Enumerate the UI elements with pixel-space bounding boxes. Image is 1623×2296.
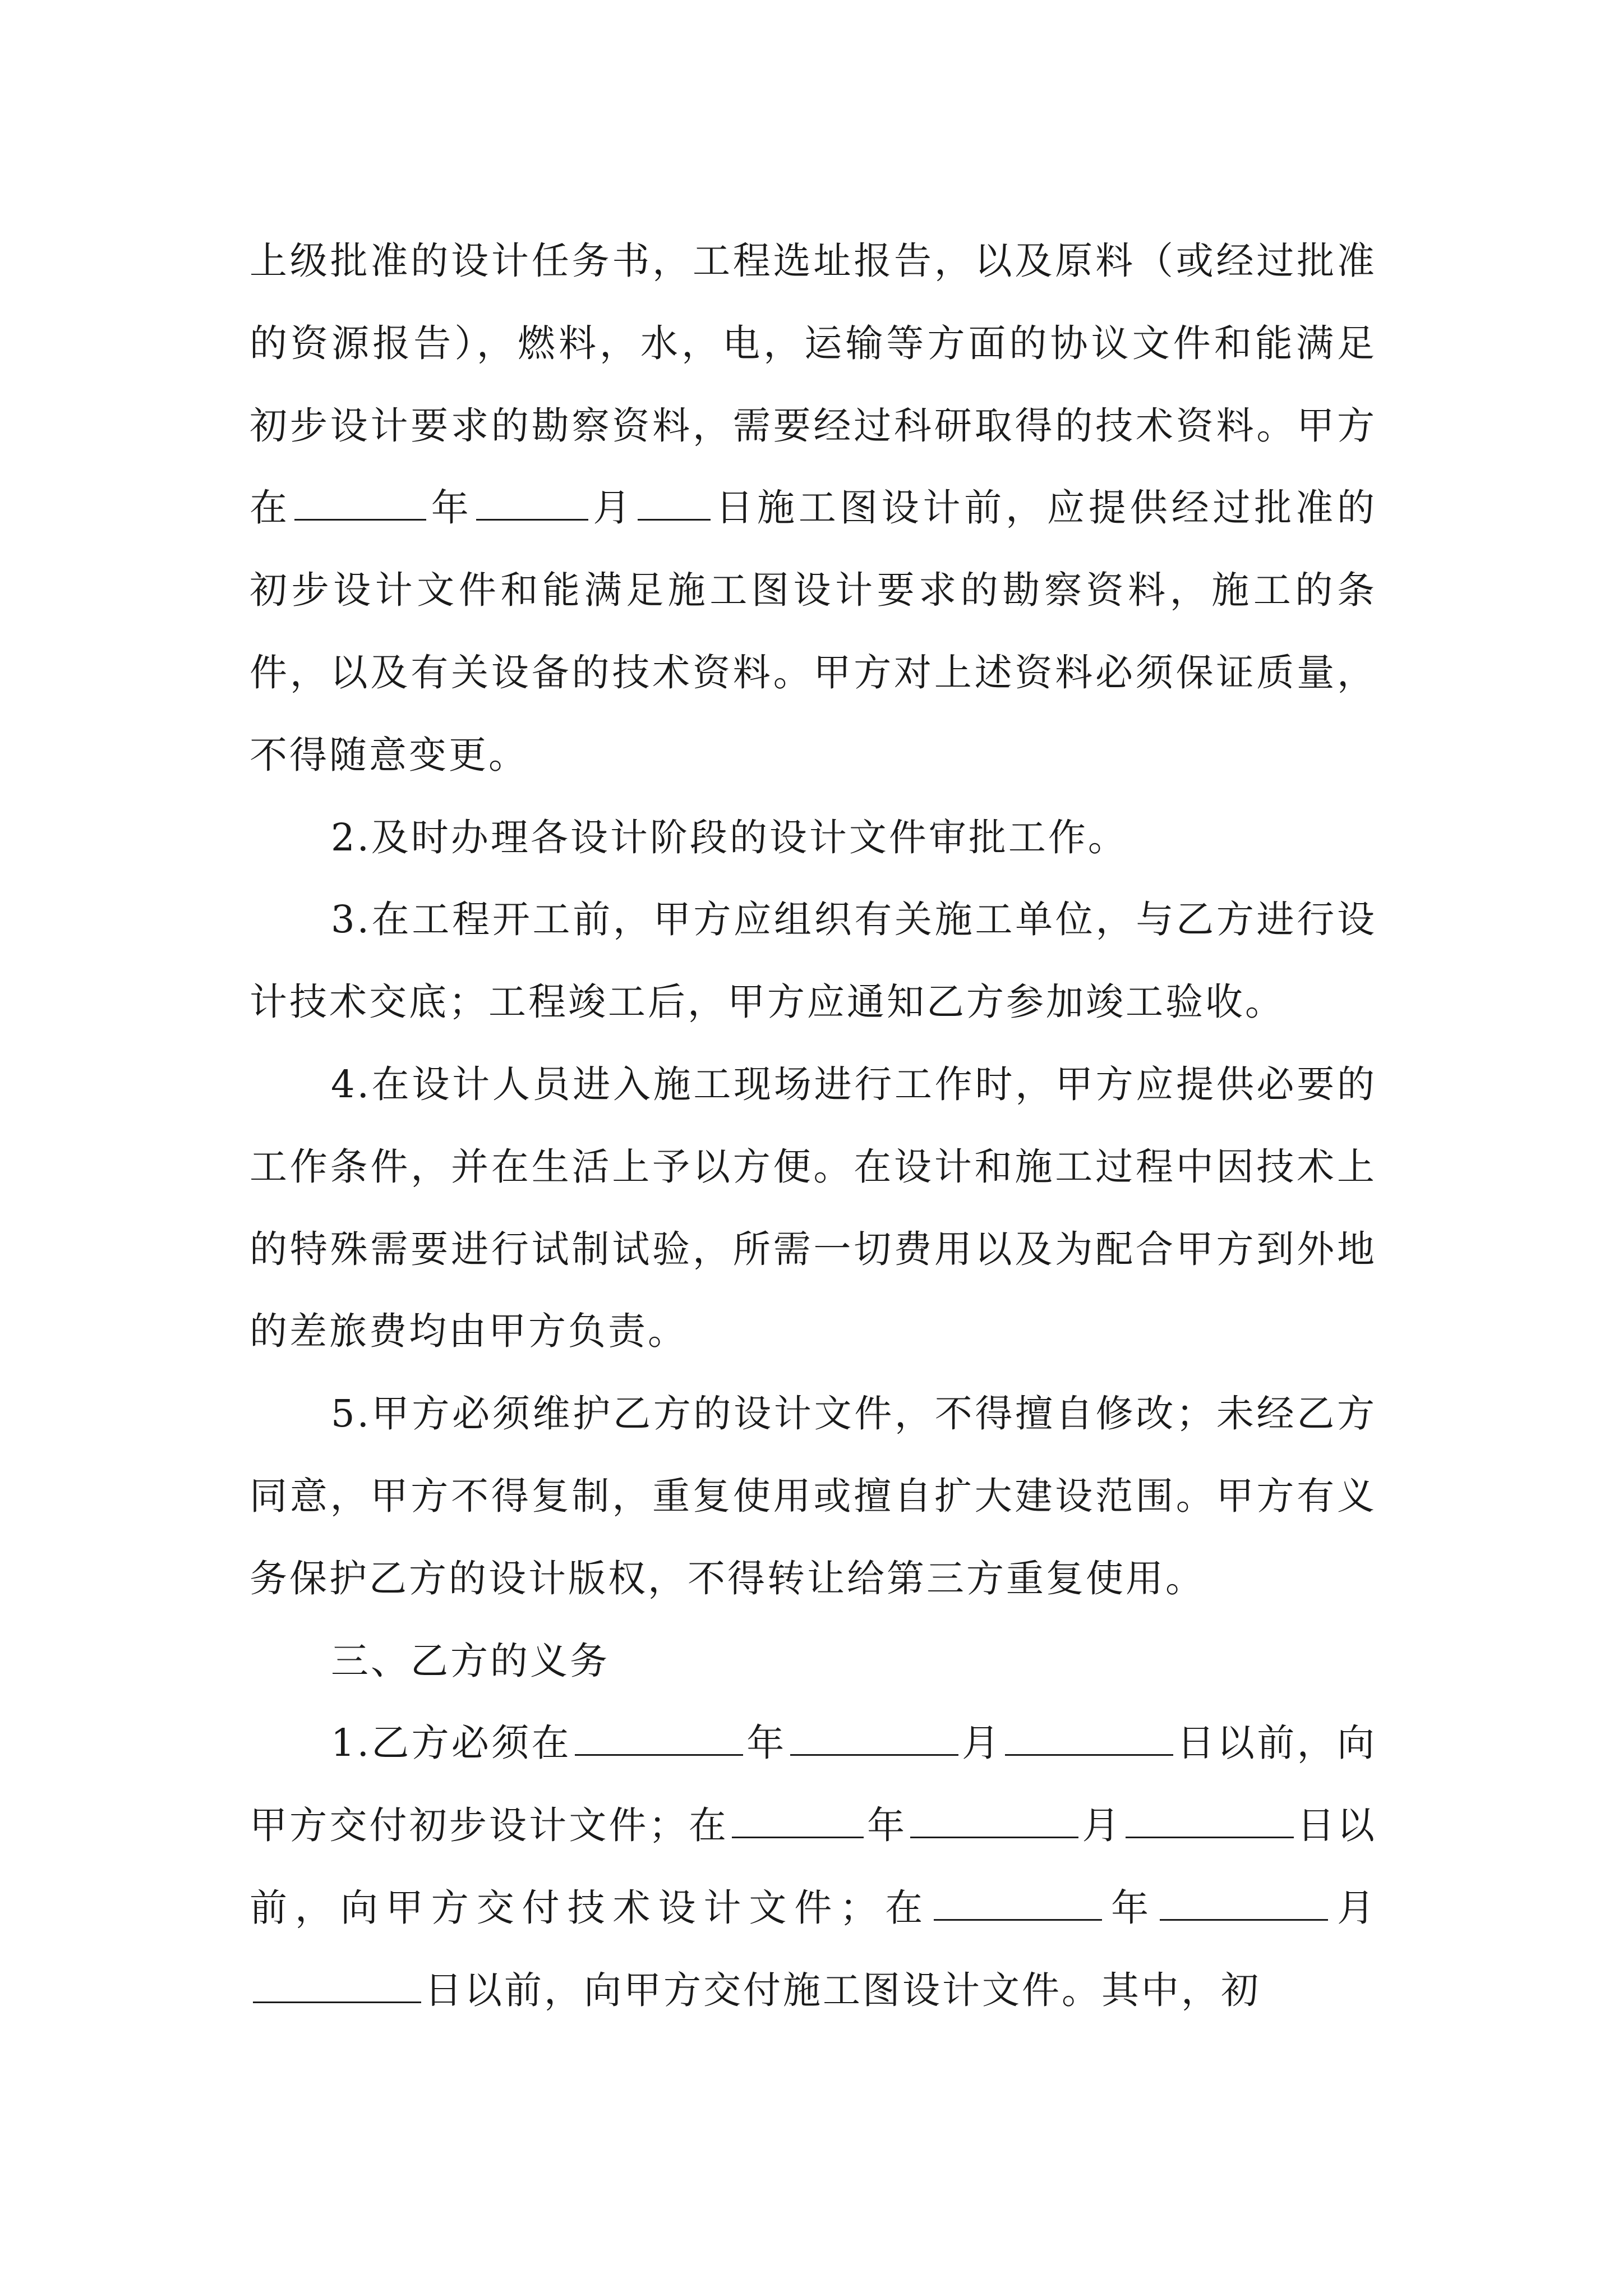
blank-day	[253, 1967, 421, 2003]
blank-year	[294, 484, 426, 521]
text-year-label: 年	[429, 486, 473, 530]
text-year-label: 年	[867, 1803, 907, 1848]
paragraph-item-3: 3.在工程开工前，甲方应组织有关施工单位，与乙方进行设计技术交底；工程竣工后，甲方应通知乙方参加竣工验收。	[250, 898, 1377, 1024]
blank-month	[790, 1719, 958, 1756]
blank-month	[910, 1802, 1078, 1838]
blank-month	[1160, 1884, 1328, 1921]
text-segment: 日以前，向甲方交付初步设计文件；在	[250, 1721, 1377, 1848]
text-month-label: 月	[591, 486, 635, 530]
paragraph-party-b-item-1	[250, 1702, 1377, 2031]
blank-day	[638, 484, 711, 521]
text-month-label: 月	[961, 1721, 1002, 1765]
blank-day	[1126, 1802, 1294, 1838]
document-body	[250, 220, 1377, 2032]
blank-year	[575, 1719, 743, 1756]
text-segment: 1.乙方必须在	[331, 1721, 571, 1765]
text-line: 和能满足初步设计要求的勘察资料，需要经过科研取得的技	[250, 321, 1377, 448]
text-year-label: 年	[746, 1721, 787, 1765]
blank-year	[934, 1884, 1102, 1921]
paragraph-item-2: 2.及时办理各设计阶段的设计文件审批工作。	[331, 815, 1128, 859]
text-month-label: 月	[1331, 1885, 1377, 1930]
blank-month	[476, 484, 588, 521]
paragraph-item-4: 4.在设计人员进入施工现场进行工作时，甲方应提供必要的工作条件，并在生活上予以方便。在设计和施工过程中因技术上的特殊需要进行试制试验，所需一切费用以及为配合甲方到外地的差旅费均由甲方负责。	[250, 1062, 1377, 1354]
text-segment: 日以前，向甲方交付技术设计文件；在	[250, 1803, 1377, 1930]
section-heading-party-b-obligations: 三、乙方的义务	[331, 1639, 610, 1683]
text-line: 上级批准的设计任务书，工程选址报告，以及原料（或经过	[250, 239, 1297, 283]
blank-year	[732, 1802, 864, 1838]
text-year-label: 年	[1105, 1885, 1157, 1930]
text-line: 术资料。甲方在	[250, 403, 1377, 530]
blank-day	[1005, 1719, 1173, 1756]
text-line: 察资料，施工的条件，以及有关设备的技术资料。甲方对上	[250, 568, 1377, 694]
text-line: 日施工图设计前，应提	[714, 486, 1130, 530]
text-month-label: 月	[1082, 1803, 1122, 1848]
paragraph-item-5: 5.甲方必须维护乙方的设计文件，不得擅自修改；未经乙方同意，甲方不得复制，重复使用或擅自扩大建设范围。甲方有义务保护乙方的设计版权，不得转让给第三方重复使用。	[250, 1392, 1377, 1600]
text-line: 供经过批准的初步设计文件和能满足施工图设计要求的勘	[250, 486, 1377, 613]
text-segment: 日以前，向甲方交付施工图设计文件。其中，初	[425, 1968, 1261, 2012]
text-line: 述资料必须保证质量，不得随意变更。	[250, 650, 1377, 777]
paragraph-party-a-materials	[250, 220, 1377, 797]
text-line: 批准的资源报告），燃料，水，电，运输等方面的协议文件	[250, 239, 1377, 365]
